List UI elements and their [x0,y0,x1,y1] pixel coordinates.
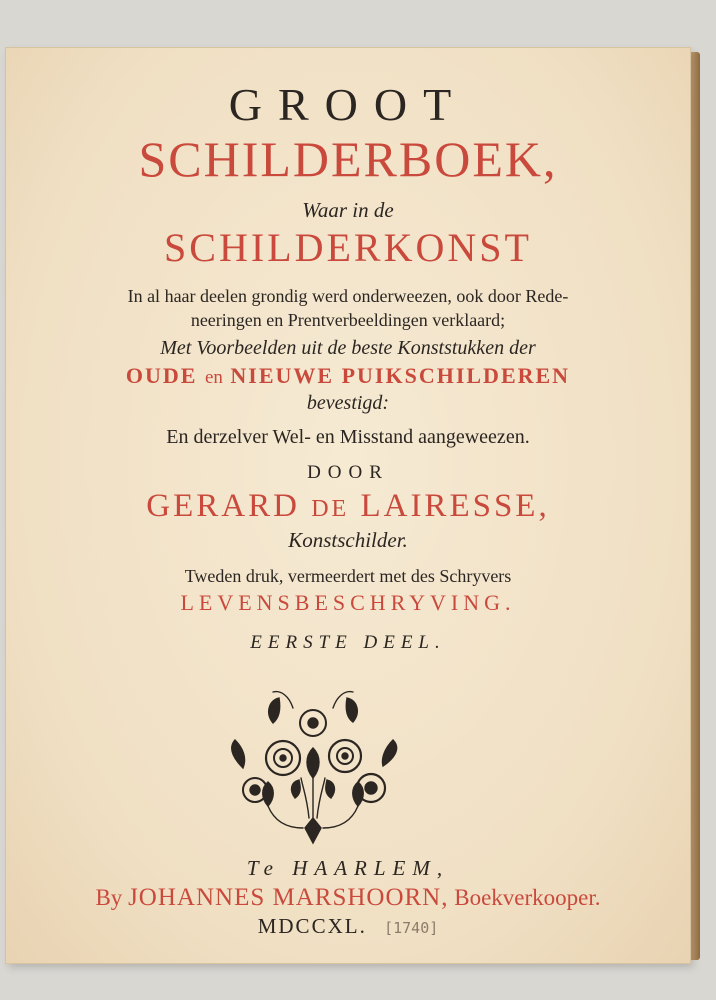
flower-bouquet-ornament [213,678,413,848]
imprint-publisher-line [6,884,690,912]
derzelver-line: En derzelver Wel- en Misstand aangeweezen. [166,426,530,448]
oude-nieuwe-line [6,363,690,389]
author-particle: DE [311,496,350,522]
nieuwe-puikschilderen: NIEUWE PUIKSCHILDEREN [230,363,571,388]
title-schilderboek: SCHILDERBOEK, [138,131,558,187]
edition-line: Tweden druk, vermeerdert met des Schryvers [184,566,512,586]
door-line: DOOR [307,462,389,483]
title-groot: GROOT [228,79,468,130]
levensbeschryving-line: LEVENSBESCHRYVING. [180,590,516,615]
pencil-annotation: [1740] [384,919,439,937]
author-last-name: LAIRESSE, [360,488,550,524]
author-role: Konstschilder. [288,528,408,552]
imprint-trade: Boekverkooper. [454,885,601,910]
description-line-1: In al haar deelen grondig werd onderweezen, ook door Rede- [127,286,569,306]
author-first-name: GERARD [146,488,300,524]
imprint-by: By [95,885,123,910]
imprint-publisher: JOHANNES MARSHOORN, [128,884,449,911]
imprint-year-line [6,914,690,939]
volume-line: EERSTE DEEL. [250,632,446,653]
oude-word: OUDE [125,363,198,388]
voorbeelden-line: Met Voorbeelden uit de beste Konststukken der [160,337,536,359]
imprint-place: Te HAARLEM, [246,856,450,880]
author-name [6,488,690,525]
bevestigd-line: bevestigd: [306,392,390,414]
subtitle-waar-in-de: Waar in de [302,198,394,222]
en-word: en [204,367,223,388]
subtitle-schilderkonst: SCHILDERKONST [164,225,532,270]
title-page [6,48,690,963]
imprint-year: MDCCXL. [257,914,367,938]
page-edge [690,52,700,960]
description-line-2: neeringen en Prentverbeeldingen verklaard; [190,310,506,330]
